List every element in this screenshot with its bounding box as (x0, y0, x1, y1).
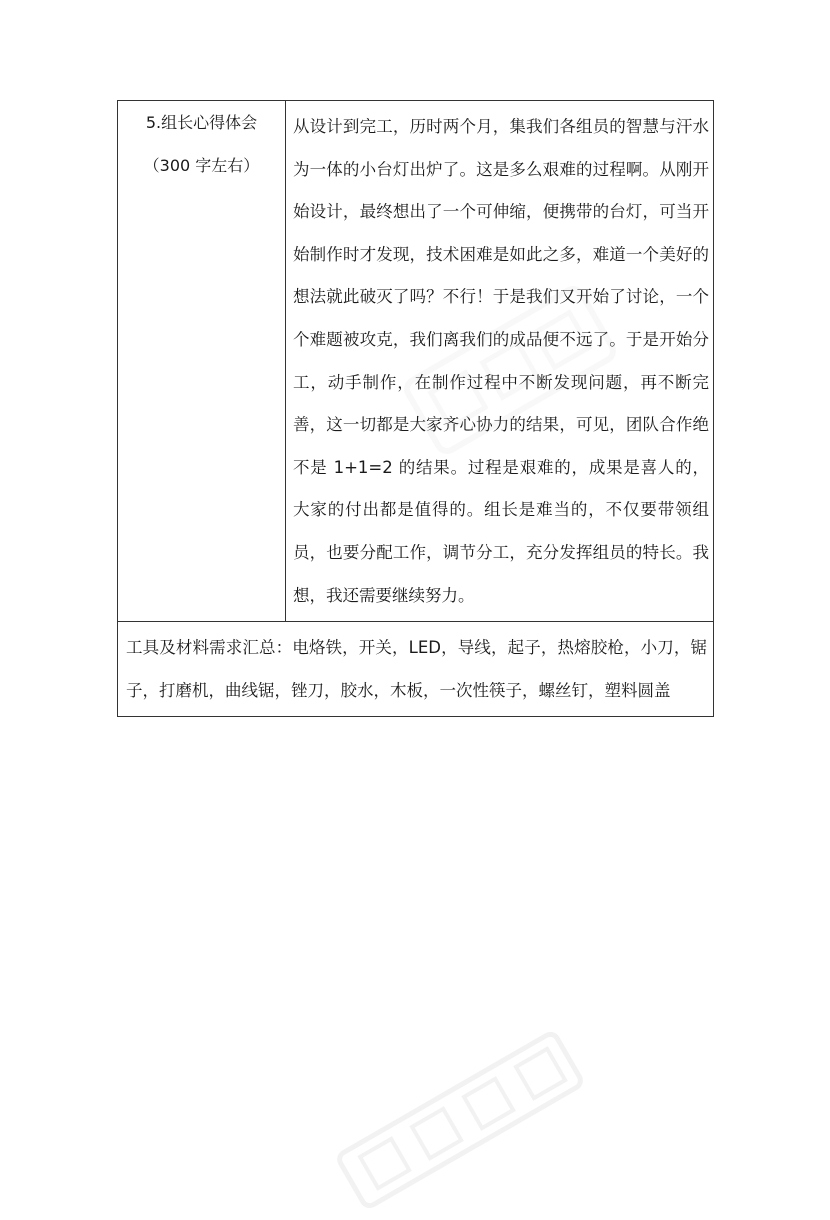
summary-row (118, 622, 714, 717)
section-subtitle: （300 字左右） (143, 156, 260, 175)
reflection-text: 从设计到完工，历时两个月，集我们各组员的智慧与汗水为一体的小台灯出炉了。这是多么艰难的过程啊。从刚开始设计，最终想出了一个可伸缩，便携带的台灯，可当开始制作时才发现，技术困难是如此之多，难道一个美好的想法就此破灭了吗？不行！于是我们又开始了讨论，一个个难题被攻克，我们离我们的成品便不远了。于是开始分工，动手制作，在制作过程中不断发现问题，再不断完善，这一切都是大家齐心协力的结果，可见，团队合作绝不是 1+1=2 的结果。过程是艰难的，成果是喜人的，大家的付出都是值得的。组长是难当的，不仅要带领组员，也要分配工作，调节分工，充分发挥组员的特长。我想，我还需要继续努力。 (293, 117, 709, 605)
materials-summary: 工具及材料需求汇总：电烙铁，开关，LED，导线，起子，热熔胶枪，小刀，锯子，打磨机，曲线锯，锉刀，胶水，木板，一次性筷子，螺丝钉，塑料圆盖 (118, 622, 714, 717)
section-label-cell (118, 101, 286, 622)
watermark-icon (327, 1020, 592, 1219)
reflection-row (118, 101, 714, 622)
report-table (117, 100, 714, 717)
reflection-cell (286, 101, 714, 622)
section-title: 5.组长心得体会 (145, 113, 258, 132)
